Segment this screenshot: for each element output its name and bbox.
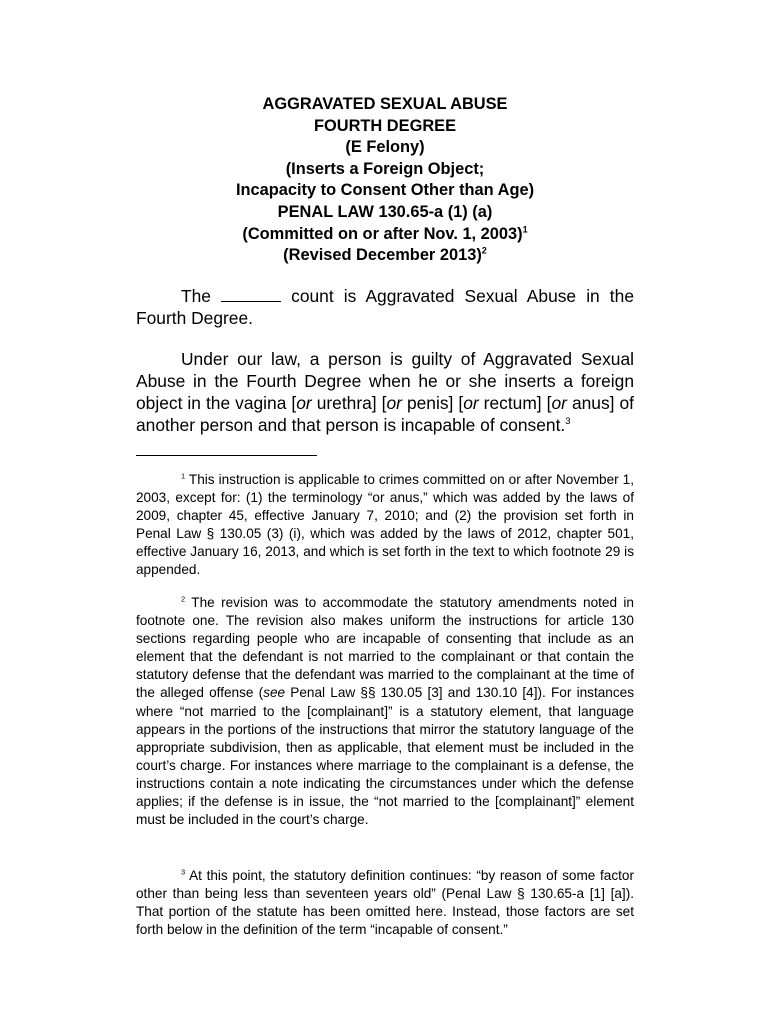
para2-text-3: penis] [ [401,393,464,413]
para2-or-4: or [551,393,567,413]
footnote-2-text-2: Penal Law §§ 130.05 [3] and 130.10 [4]). For instances where “not married to the [complainant]” is a statutory element, that language appears in the portions of the instructions that mirror the statutory language of the appropriate subdivision, then as applicable, that element must be included in the court’s charge. For instances where marriage to the complainant is a defense, the instructions contain a note indicating the circumstances under which the defense applies; if the defense is in issue, the “not married to the [complainant]” element must be included in the court’s charge. [136,685,634,828]
committed-text: (Committed on or after Nov. 1, 2003) [242,224,523,243]
footnote-ref-1[interactable]: 1 [522,224,528,235]
footnote-3-text: At this point, the statutory definition continues: “by reason of some factor other than being less than seventeen years old” (Penal Law § 130.65-a [1] [a]). That portion of the statute has been omitted here. Instead, those factors are set forth below in the definition of the term “incapable of consent.” [136,868,634,938]
para1-after: count is Aggravated Sexual Abuse in the Fourth Degree. [136,286,634,328]
heading-line-subtitle-1: (Inserts a Foreign Object; [285,159,485,178]
paragraph-definition [136,348,634,436]
para2-or-1: or [296,393,312,413]
footnote-3-number: 3 [181,867,186,877]
heading-line-revised [135,245,635,267]
footnote-ref-2[interactable]: 2 [481,245,487,256]
para2-text-2: urethra] [ [311,393,387,413]
paragraph-count [136,285,634,329]
heading-line-subtitle-2: Incapacity to Consent Other than Age) [235,181,535,200]
heading-line-penal-law: PENAL LAW 130.65-a (1) (a) [277,202,493,221]
heading-line-title: AGGRAVATED SEXUAL ABUSE [262,95,508,113]
footnote-2-see: see [263,685,286,701]
footnote-1 [136,471,634,580]
para2-text-5: anus] of another person and that person is incapable of consent. [136,393,635,435]
para2-or-2: or [386,393,402,413]
para1-before: The [181,286,222,306]
footnote-1-number: 1 [181,471,186,481]
footnote-2 [136,594,634,829]
footnote-ref-3[interactable]: 3 [565,416,571,428]
footnote-3 [136,867,634,939]
document-heading [135,94,635,267]
footnote-1-text: This instruction is applicable to crimes committed on or after November 1, 2003, except for: (1) the terminology “or anus,” which was added by the laws of 2009, chapter 45, effective January 7, 2010; and (2) the provision set forth in Penal Law § 130.05 (3) (i), which was added by the laws of 2012, chapter 501, effective January 16, 2013, and which is set forth in the text to which footnote 29 is appended. [136,472,634,578]
heading-line-degree: FOURTH DEGREE [313,116,457,135]
count-blank [221,287,281,302]
heading-line-committed [135,224,635,246]
para2-text-4: rectum] [ [478,393,552,413]
heading-line-felony-class: (E Felony) [345,138,425,157]
footnote-2-number: 2 [181,594,186,604]
footnote-separator [136,455,317,456]
revised-text: (Revised December 2013) [283,246,482,265]
para2-or-3: or [463,393,479,413]
para2-text-1: Under our law, a person is guilty of Aggravated Sexual Abuse in the Fourth Degree when he or she inserts a foreign object in the vagina [ [136,349,634,413]
footnote-2-text-1: The revision was to accommodate the statutory amendments noted in footnote one. The revision also makes uniform the instructions for article 130 sections regarding people who are incapable of consenting that include as an element that the defendant is not married to the complainant or that contain the statutory defense that the defendant was married to the complainant at the time of the alleged offense ( [136,595,634,701]
